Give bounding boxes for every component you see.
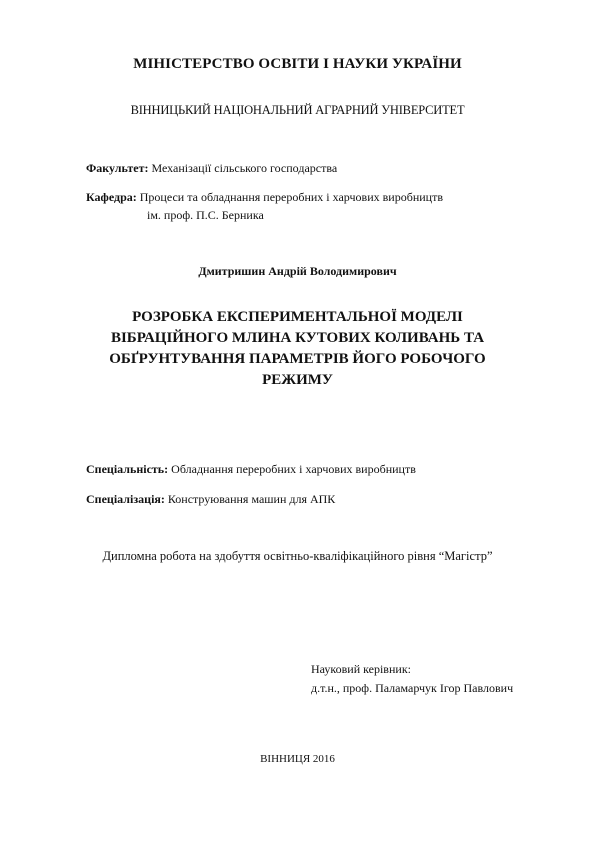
specialty-label: Спеціальність:	[86, 462, 169, 476]
university-name: ВІННИЦЬКИЙ НАЦІОНАЛЬНИЙ АГРАРНИЙ УНІВЕРСИТЕТ	[130, 103, 465, 117]
degree-statement: Дипломна робота на здобуття освітньо-кваліфікаційного рівня “Магістр”	[102, 549, 493, 563]
city-year: ВІННИЦЯ 2016	[260, 753, 335, 765]
department-label: Кафедра:	[86, 190, 137, 204]
specialization-value: Конструювання машин для АПК	[164, 492, 336, 506]
specialization-line	[86, 492, 335, 507]
thesis-title-line: РЕЖИМУ	[262, 372, 333, 388]
supervisor-label: Науковий керівник:	[311, 662, 411, 676]
department-line	[86, 190, 443, 205]
specialization-label: Спеціалізація:	[86, 492, 165, 506]
specialty-line	[86, 462, 416, 477]
supervisor-name: д.т.н., проф. Паламарчук Ігор Павлович	[311, 681, 514, 695]
department-value-continued: ім. проф. П.С. Берника	[147, 208, 264, 222]
specialty-value: Обладнання переробних і харчових виробництв	[168, 462, 416, 476]
faculty-line	[86, 161, 337, 176]
faculty-label: Факультет:	[86, 161, 149, 175]
thesis-title-line: РОЗРОБКА ЕКСПЕРИМЕНТАЛЬНОЇ МОДЕЛІ	[132, 309, 463, 325]
ministry-heading: МІНІСТЕРСТВО ОСВІТИ І НАУКИ УКРАЇНИ	[133, 56, 462, 72]
author-name: Дмитришин Андрій Володимирович	[198, 264, 397, 278]
department-value: Процеси та обладнання переробних і харчових виробництв	[136, 190, 443, 204]
thesis-title	[60, 307, 535, 391]
faculty-value: Механізації сільського господарства	[148, 161, 338, 175]
thesis-title-line: ВІБРАЦІЙНОГО МЛИНА КУТОВИХ КОЛИВАНЬ ТА	[110, 330, 485, 346]
thesis-title-line: ОБҐРУНТУВАННЯ ПАРАМЕТРІВ ЙОГО РОБОЧОГО	[109, 351, 486, 367]
